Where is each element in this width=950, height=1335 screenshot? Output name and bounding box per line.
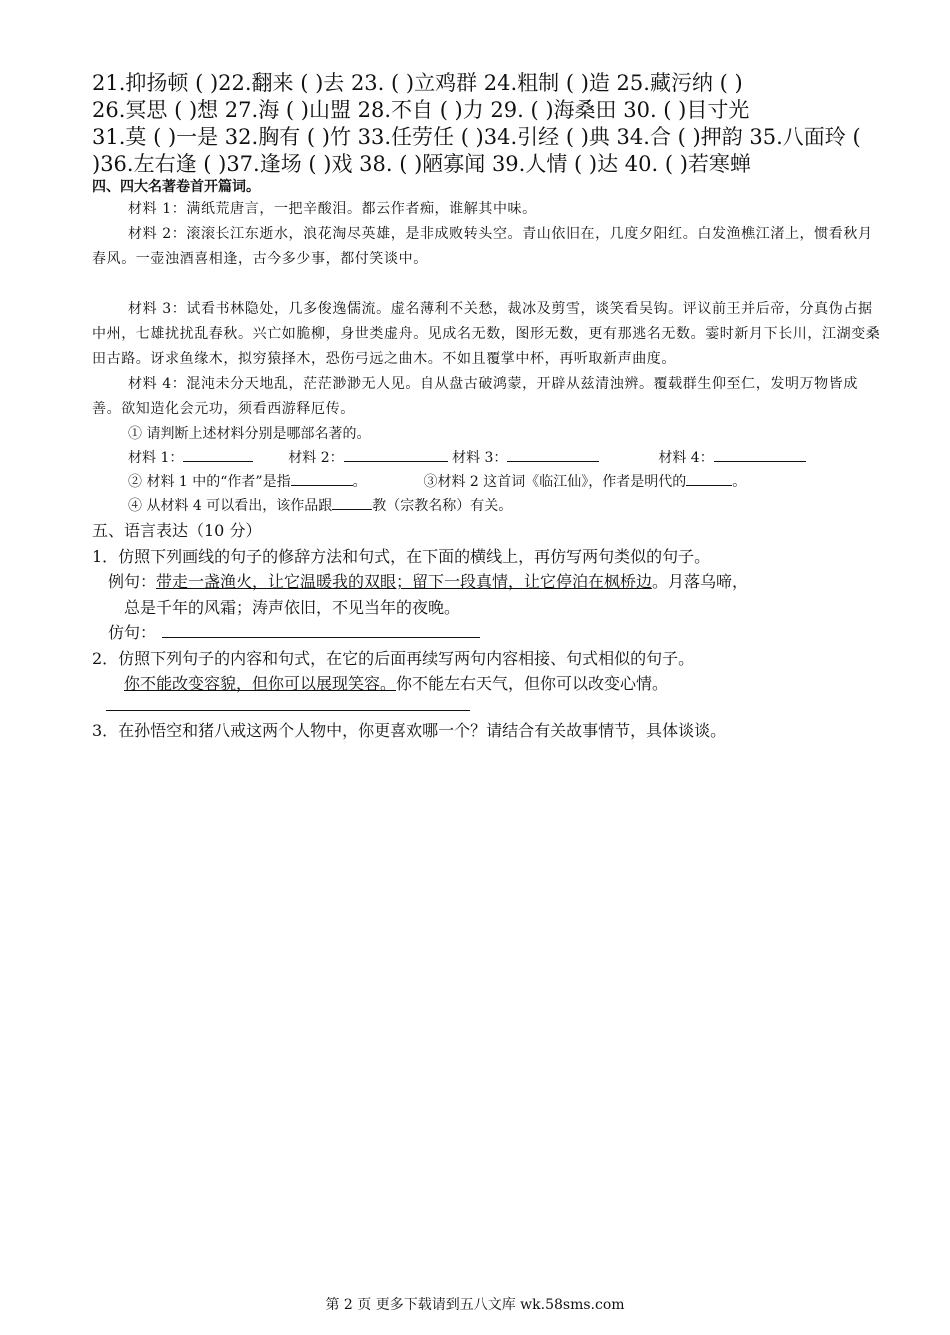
example-label: 例句： [108, 572, 157, 591]
question-2-text: ② 材料 1 中的“作者”是指 [128, 474, 291, 490]
idiom-line-4: )36.左右逢 ( )37.逢场 ( )戏 38. ( )陋寡闻 39.人情 ( )达 40. ( )若寒蝉 [92, 152, 751, 176]
answer-blank-religion[interactable] [332, 495, 372, 510]
section-4-heading: 四、四大名著卷首开篇词。 [92, 179, 260, 195]
task-1-instruction: 1．仿照下列画线的句子的修辞方法和句式，在下面的横线上，再仿写两句类似的句子。 [92, 547, 711, 566]
continuation-answer-line[interactable] [106, 710, 470, 711]
answer-blank-m4[interactable] [714, 447, 806, 462]
section-5-heading: 五、语言表达（10 分） [92, 521, 262, 540]
answer-blank-m1[interactable] [183, 447, 253, 462]
answer-blank-m2[interactable] [344, 447, 448, 462]
example-rest: 。月落乌啼， [652, 572, 749, 591]
task-3-instruction: 3．在孙悟空和猪八戒这两个人物中，你更喜欢哪一个？请结合有关故事情节，具体谈谈。 [92, 721, 727, 740]
material-4 [92, 372, 882, 422]
answer-blank-poet[interactable] [686, 471, 732, 486]
material-3-text: 材料 3：试看书林隐处，几多俊逸儒流。虚名薄利不关愁，裁冰及剪雪，谈笑看吴钩。评议前王并后帝，分真伪占据中州，七雄扰扰乱春秋。兴亡如脆柳，身世类虚舟。见成名无数，图形无数，更有那逃名无数。霎时新月下长川，江湖变桑田古路。讶求鱼缘木，拟穷猿择木，恐伤弓远之曲木。不如且覆掌中杯，再听取新声曲度。 [92, 301, 881, 367]
imitation-answer-line[interactable] [162, 637, 480, 638]
answer-label-m4: 材料 4： [658, 450, 714, 466]
example-continuation: 总是千年的风霜；涛声依旧，不见当年的夜晚。 [124, 598, 461, 617]
example-sentence [108, 569, 748, 595]
material-3 [92, 297, 882, 372]
task-2-instruction: 2．仿照下列句子的内容和句式，在它的后面再续写两句内容相接、句式相似的句子。 [92, 649, 695, 668]
page-footer: 第 2 页 更多下载请到五八文库 wk.58sms.com [325, 1297, 625, 1313]
question-2-end: 。 [352, 474, 367, 490]
idiom-line-3: 31.莫 ( )一是 32.胸有 ( )竹 33.任劳任 ( )34.引经 ( )典 34.合 ( )押韵 35.八面玲 ( [92, 125, 861, 149]
answer-blank-m3[interactable] [507, 447, 599, 462]
imitation-label: 仿句： [108, 623, 157, 642]
idiom-line-1: 21.抑扬顿 ( )22.翻来 ( )去 23. ( )立鸡群 24.粗制 ( )造 25.藏污纳 ( ) [92, 71, 743, 95]
task-2-rest: 你不能左右天气，但你可以改变心情。 [396, 674, 669, 693]
material-2 [92, 222, 882, 272]
question-3-text: ③材料 2 这首词《临江仙》，作者是明代的 [423, 474, 687, 490]
answer-label-m2: 材料 2： [288, 450, 344, 466]
answer-label-m1: 材料 1： [128, 450, 184, 466]
task-2-sentence [124, 671, 668, 697]
example-underlined: 带走一盏渔火，让它温暖我的双眼；留下一段真情，让它停泊在枫桥边 [156, 572, 653, 591]
answer-row-materials [128, 446, 806, 470]
material-1 [92, 197, 882, 222]
idiom-line-2: 26.冥思 ( )想 27.海 ( )山盟 28.不自 ( )力 29. ( )海桑田 30. ( )目寸光 [92, 98, 750, 122]
question-4-text-a: ④ 从材料 4 可以看出，该作品跟 [128, 498, 333, 514]
answer-blank-author[interactable] [291, 471, 353, 486]
answer-label-m3: 材料 3： [452, 450, 508, 466]
material-2-text: 材料 2：滚滚长江东逝水，浪花淘尽英雄，是非成败转头空。青山依旧在，几度夕阳红。白发渔樵江渚上，惯看秋月春风。一壶浊酒喜相逢，古今多少事，都付笑谈中。 [92, 226, 873, 267]
question-4 [128, 494, 512, 518]
material-1-text: 材料 1：满纸荒唐言，一把辛酸泪。都云作者痴，谁解其中味。 [128, 201, 537, 217]
task-2-underlined: 你不能改变容貌，但你可以展现笑容。 [124, 674, 397, 693]
question-1: ① 请判断上述材料分别是哪部名著的。 [128, 426, 371, 442]
material-4-text: 材料 4：混沌未分天地乱，茫茫渺渺无人见。自从盘古破鸿蒙，开辟从兹清浊辨。覆载群生仰至仁，发明万物皆成善。欲知造化会元功，须看西游释厄传。 [92, 376, 858, 417]
question-4-text-b: 教（宗教名称）有关。 [372, 498, 513, 514]
question-2-3 [128, 470, 746, 494]
question-3-end: 。 [732, 474, 747, 490]
